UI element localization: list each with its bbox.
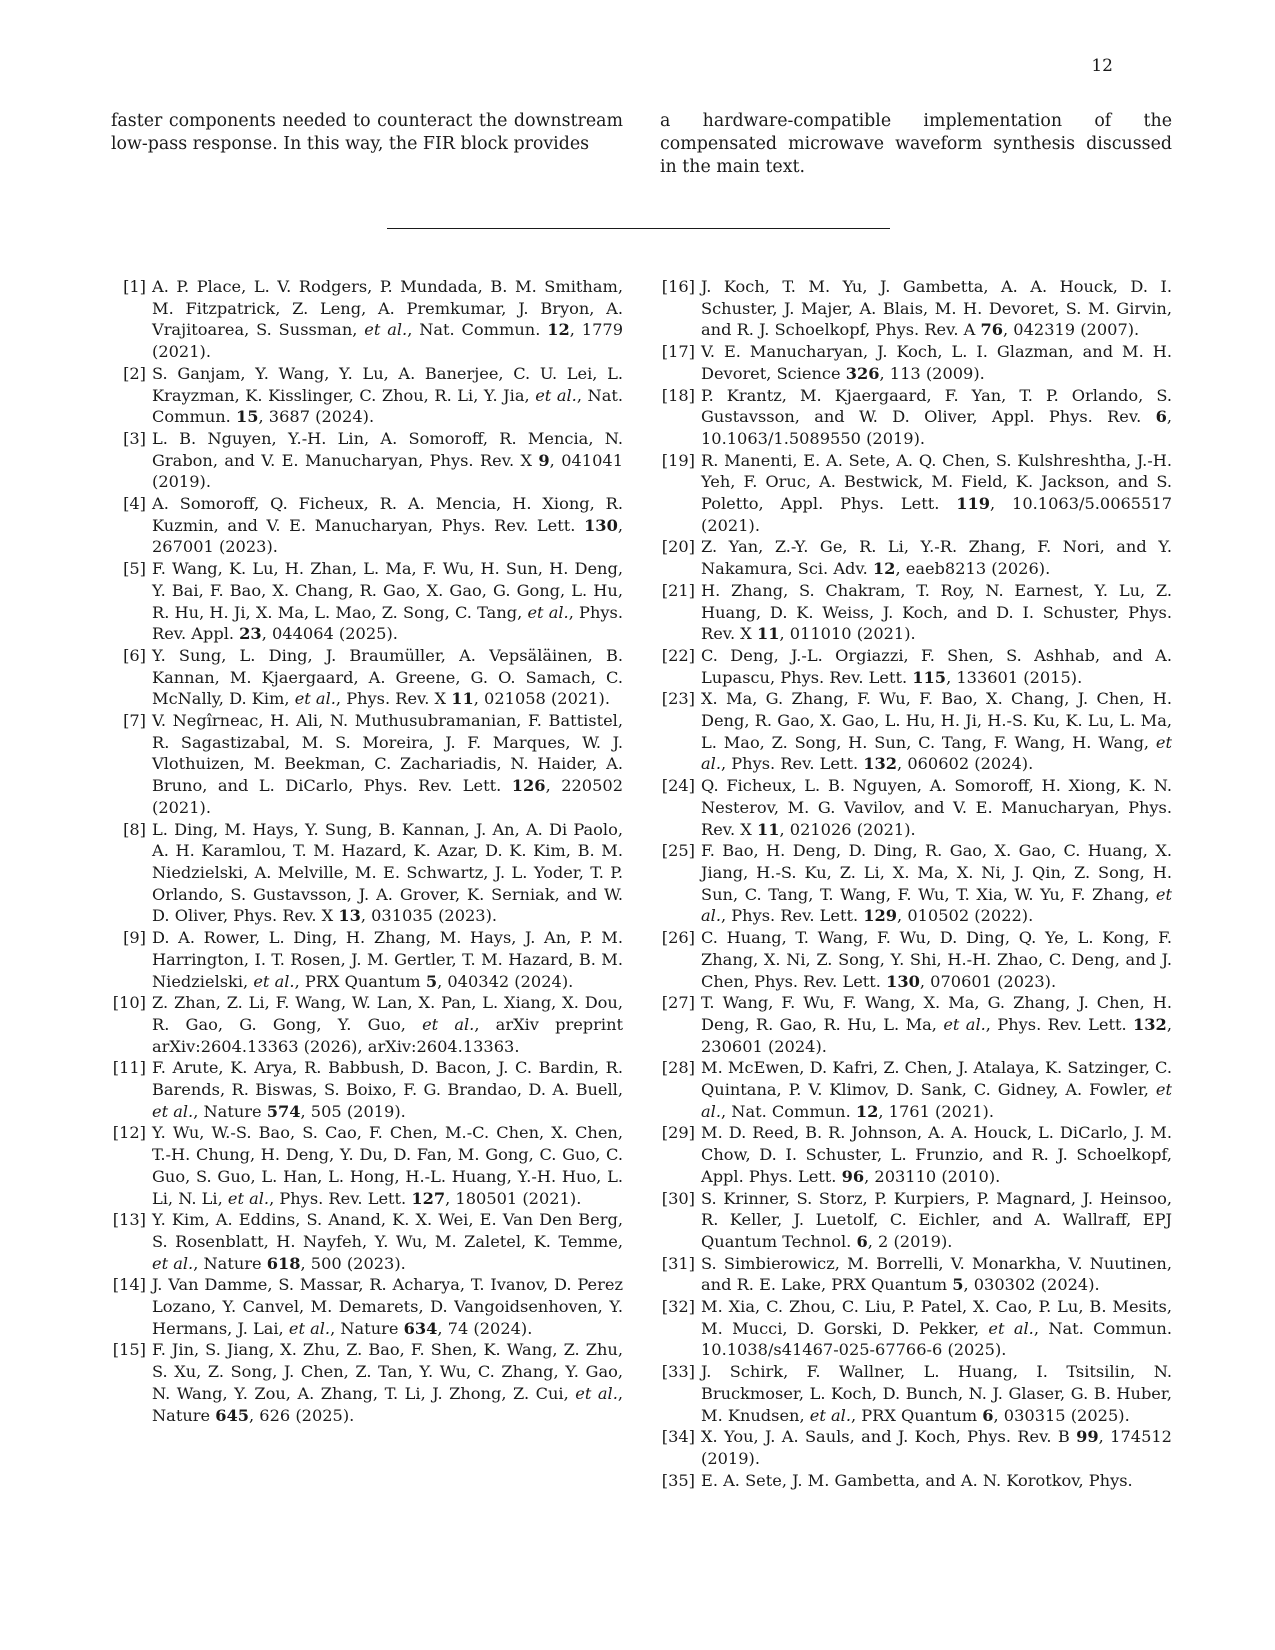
reference-segment: , 267001 (2023). — [152, 515, 623, 557]
reference-number: [35] — [661, 1470, 695, 1490]
reference-segment: Y. Sung, L. Ding, J. Braumüller, A. Vepsäläinen, B. Kannan, M. Kjaergaard, A. Greene, G. O. Samach, C. McNally, D. Kim, — [152, 645, 623, 709]
reference-item — [111, 710, 623, 819]
reference-segment: , 10.1063/1.5089550 (2019). — [701, 407, 1172, 448]
reference-segment: R. Manenti, E. A. Sete, A. Q. Chen, S. Kulshreshtha, J.-H. Yeh, F. Oruc, A. Bestwick, M. Field, K. Jackson, and S. Poletto, Appl. Phys. Lett. — [701, 450, 1172, 514]
reference-text — [701, 1362, 1172, 1424]
reference-volume: 76 — [980, 320, 1003, 340]
reference-volume: 12 — [855, 1101, 879, 1121]
reference-text — [152, 646, 623, 708]
reference-segment: F. Wang, K. Lu, H. Zhan, L. Ma, F. Wu, H. Sun, H. Deng, Y. Bai, F. Bao, X. Chang, R. Gao, X. Gao, G. Gong, L. Hu, R. Hu, H. Ji, X. Ma, L. Mao, Z. Song, C. Tang, — [152, 559, 623, 622]
reference-text — [701, 386, 1172, 448]
reference-segment: , Phys. Rev. Lett. — [720, 906, 864, 926]
reference-text — [701, 1297, 1172, 1359]
reference-volume: 574 — [266, 1101, 301, 1121]
reference-number: [23] — [661, 689, 695, 709]
reference-item — [111, 645, 623, 710]
reference-segment: J. Van Damme, S. Massar, R. Acharya, T. Ivanov, D. Perez Lozano, Y. Canvel, M. Demarets, D. Vangoidsenhoven, Y. Hermans, J. Lai, — [152, 1275, 623, 1338]
reference-item — [660, 341, 1172, 384]
reference-number: [8] — [123, 819, 146, 839]
reference-number: [21] — [661, 580, 695, 600]
reference-segment: , 1779 (2021). — [152, 320, 623, 362]
reference-number: [20] — [661, 537, 695, 557]
reference-et-al: et al. — [152, 1253, 194, 1273]
reference-item — [660, 1361, 1172, 1426]
reference-volume: 634 — [403, 1318, 438, 1338]
reference-segment: S. Ganjam, Y. Wang, Y. Lu, A. Banerjee, C. U. Lei, L. Krayzman, K. Kisslinger, C. Zhou, R. Li, Y. Jia, — [152, 363, 623, 405]
reference-volume: 115 — [912, 667, 947, 687]
reference-segment: , 030302 (2024). — [963, 1275, 1100, 1295]
reference-segment: L. B. Nguyen, Y.-H. Lin, A. Somoroff, R. Mencia, N. Grabon, and V. E. Manucharyan, Phys. Rev. X — [152, 428, 623, 470]
reference-segment: , 031035 (2023). — [360, 906, 498, 926]
reference-segment: , Phys. Rev. Lett. — [985, 1014, 1134, 1034]
reference-text — [701, 451, 1172, 535]
reference-et-al: et al. — [527, 602, 569, 622]
reference-number: [17] — [661, 342, 695, 362]
reference-text — [701, 928, 1172, 990]
reference-item — [111, 1339, 623, 1426]
reference-text — [152, 494, 623, 556]
reference-segment: M. McEwen, D. Kafri, Z. Chen, J. Atalaya, K. Satzinger, C. Quintana, P. V. Klimov, D. Sank, C. Gidney, A. Fowler, — [701, 1058, 1172, 1100]
reference-segment: , 040342 (2024). — [437, 971, 574, 991]
reference-segment: , Nature — [152, 1383, 623, 1425]
reference-et-al: et al. — [701, 884, 1172, 926]
reference-et-al: et al. — [701, 1080, 1172, 1121]
reference-text — [701, 841, 1172, 925]
reference-et-al: et al. — [364, 320, 408, 340]
reference-et-al: et al. — [422, 1014, 475, 1034]
reference-item — [660, 927, 1172, 992]
reference-segment: Q. Ficheux, L. B. Nguyen, A. Somoroff, H. Xiong, K. N. Nesterov, M. G. Vavilov, and V. E. Manucharyan, Phys. Rev. X — [701, 776, 1172, 839]
reference-number: [2] — [123, 363, 146, 383]
reference-segment: F. Jin, S. Jiang, X. Zhu, Z. Bao, F. Shen, K. Wang, Z. Zhu, S. Xu, Z. Song, J. Chen, Z. Tan, Y. Wu, C. Zhang, Y. Gao, N. Wang, Y. Zou, A. Zhang, T. Li, J. Zhong, Z. Cui, — [152, 1340, 623, 1403]
reference-item — [111, 1057, 623, 1122]
reference-text — [701, 1058, 1172, 1120]
reference-segment: , 626 (2025). — [249, 1405, 355, 1425]
reference-segment: , Phys. Rev. Lett. — [269, 1188, 412, 1208]
reference-item — [660, 450, 1172, 537]
reference-number: [28] — [661, 1058, 695, 1078]
reference-number: [4] — [123, 494, 146, 514]
reference-number: [6] — [123, 645, 146, 665]
reference-segment: Y. Kim, A. Eddins, S. Anand, K. X. Wei, E. Van Den Berg, S. Rosenblatt, H. Nayfeh, Y. Wu, M. Zaletel, K. Temme, — [152, 1210, 623, 1251]
reference-text — [701, 689, 1172, 773]
section-divider — [387, 228, 890, 229]
reference-volume: 15 — [235, 407, 259, 427]
reference-segment: T. Wang, F. Wu, F. Wang, X. Ma, G. Zhang, J. Chen, H. Deng, R. Gao, R. Hu, L. Ma, — [701, 993, 1172, 1034]
reference-segment: , 011010 (2021). — [779, 624, 916, 644]
reference-segment: L. Ding, M. Hays, Y. Sung, B. Kannan, J. An, A. Di Paolo, A. H. Karamlou, T. M. Hazard, K. Azar, D. K. Kim, B. M. Niedzielski, A. Melville, M. E. Schwartz, J. L. Yoder, T. P. Orlando, S. Gustavsson, J. A. Grover, K. Serniak, and W. D. Oliver, Phys. Rev. X — [152, 819, 623, 926]
reference-number: [15] — [112, 1340, 146, 1360]
reference-item — [660, 385, 1172, 450]
reference-number: [22] — [661, 645, 695, 665]
reference-segment: M. D. Reed, B. R. Johnson, A. A. Houck, L. DiCarlo, J. M. Chow, D. I. Schuster, L. Frunzio, and R. J. Schoelkopf, Appl. Phys. Lett. — [701, 1123, 1172, 1186]
reference-item — [111, 428, 623, 493]
reference-segment: M. Xia, C. Zhou, C. Liu, P. Patel, X. Cao, P. Lu, B. Mesits, M. Mucci, D. Gorski, D. Pekker, — [701, 1297, 1172, 1338]
reference-volume: 96 — [841, 1166, 865, 1186]
reference-segment: V. Negîrneac, H. Ali, N. Muthusubramanian, F. Battistel, R. Sagastizabal, M. S. Moreira, J. F. Marques, W. J. Vlothuizen, M. Beekman, C. Zachariadis, N. Haider, A. Bruno, and L. DiCarlo, Phys. Rev. Lett. — [152, 711, 623, 796]
reference-item — [660, 1057, 1172, 1122]
reference-text — [152, 364, 623, 426]
reference-item — [111, 1209, 623, 1274]
reference-item — [660, 1122, 1172, 1187]
reference-volume: 129 — [863, 906, 898, 926]
reference-segment: , 113 (2009). — [879, 363, 985, 383]
reference-number: [11] — [112, 1058, 146, 1078]
reference-item — [660, 580, 1172, 645]
reference-item — [660, 1470, 1172, 1492]
reference-segment: X. You, J. A. Sauls, and J. Koch, Phys. Rev. B — [701, 1427, 1077, 1447]
reference-segment: H. Zhang, S. Chakram, T. Roy, N. Earnest, Y. Lu, Z. Huang, D. K. Weiss, J. Koch, and D. I. Schuster, Phys. Rev. X — [701, 580, 1172, 644]
reference-segment: D. A. Rower, L. Ding, H. Zhang, M. Hays, J. An, P. M. Harrington, I. T. Rosen, J. M. Gertler, T. M. Hazard, B. M. Niedzielski, — [152, 928, 623, 991]
reference-et-al: et al. — [535, 385, 577, 405]
reference-volume: 11 — [756, 819, 780, 839]
reference-text — [701, 342, 1172, 383]
reference-volume: 12 — [872, 559, 896, 579]
reference-et-al: et al. — [227, 1188, 270, 1208]
reference-segment: , 230601 (2024). — [701, 1014, 1172, 1056]
reference-item — [660, 1426, 1172, 1469]
reference-item — [111, 992, 623, 1057]
reference-number: [27] — [661, 993, 695, 1013]
reference-number: [33] — [661, 1362, 695, 1382]
reference-number: [19] — [661, 450, 695, 470]
reference-segment: , 180501 (2021). — [445, 1188, 582, 1208]
reference-item — [660, 688, 1172, 775]
reference-segment: , arXiv preprint arXiv:2604.13363 (2026), arXiv:2604.13363. — [152, 1014, 624, 1056]
reference-item — [111, 927, 623, 992]
reference-number: [18] — [661, 385, 695, 405]
reference-segment: , 10.1063/5.0065517 (2021). — [701, 494, 1172, 535]
reference-segment: , Nat. Commun. 10.1038/s41467-025-67766-6 (2025). — [701, 1318, 1172, 1360]
reference-volume: 11 — [451, 689, 474, 709]
reference-segment: J. Koch, T. M. Yu, J. Gambetta, A. A. Houck, D. I. Schuster, J. Majer, A. Blais, M. H. Devoret, S. M. Girvin, and R. J. Schoelkopf, Phys. Rev. A — [701, 277, 1172, 340]
reference-text — [152, 1058, 623, 1120]
reference-volume: 13 — [338, 906, 361, 926]
reference-volume: 11 — [756, 624, 780, 644]
reference-number: [3] — [123, 428, 146, 448]
reference-segment: , 500 (2023). — [300, 1253, 406, 1273]
reference-et-al: et al. — [152, 1101, 194, 1121]
reference-segment: F. Bao, H. Deng, D. Ding, R. Gao, X. Gao, C. Huang, X. Jiang, H.-S. Ku, Z. Li, X. Ma, X. Ni, J. Qin, Z. Song, H. Sun, C. Tang, T. Wang, F. Wu, T. Xia, W. Yu, F. Zhang, — [701, 841, 1172, 904]
reference-volume: 9 — [538, 450, 550, 470]
reference-number: [29] — [661, 1123, 695, 1143]
reference-volume: 132 — [1133, 1014, 1167, 1034]
reference-text — [701, 776, 1172, 838]
reference-number: [1] — [123, 277, 146, 296]
reference-item — [111, 276, 623, 363]
reference-et-al: et al. — [253, 971, 295, 991]
reference-segment: , 505 (2019). — [300, 1101, 406, 1121]
reference-segment: C. Huang, T. Wang, F. Wu, D. Ding, Q. Ye, L. Kong, F. Zhang, X. Ni, Z. Song, Y. Shi, H.-H. Zhao, C. Deng, and J. Chen, Phys. Rev. Lett. — [701, 928, 1172, 991]
reference-item — [111, 558, 623, 645]
reference-segment: , Nat. Commun. — [720, 1101, 856, 1121]
reference-item — [111, 1122, 623, 1209]
reference-item — [660, 1188, 1172, 1253]
references-column-right — [660, 276, 1172, 1491]
reference-volume: 127 — [411, 1188, 446, 1208]
reference-text — [701, 1189, 1172, 1251]
reference-et-al: et al. — [943, 1014, 986, 1034]
reference-segment: , Phys. Rev. Appl. — [152, 602, 623, 644]
reference-text — [701, 1254, 1172, 1295]
reference-segment: , Phys. Rev. Lett. — [720, 754, 864, 774]
reference-et-al: et al. — [809, 1405, 851, 1425]
reference-segment: , Nature — [193, 1253, 267, 1273]
reference-segment: , eaeb8213 (2026). — [895, 559, 1051, 579]
reference-text — [701, 537, 1172, 578]
reference-segment: V. E. Manucharyan, J. Koch, L. I. Glazman, and M. H. Devoret, Science — [701, 342, 1172, 383]
reference-segment: , 133601 (2015). — [946, 667, 1083, 687]
reference-text — [152, 711, 623, 817]
reference-text — [701, 1123, 1172, 1185]
reference-segment: , 74 (2024). — [437, 1318, 533, 1338]
intro-paragraph-left: faster components needed to counteract the downstream low-pass response. In this way, the FIR block provides — [111, 111, 623, 154]
reference-segment: , 021058 (2021). — [473, 689, 610, 709]
reference-text — [152, 1340, 623, 1424]
reference-item — [660, 276, 1172, 341]
reference-volume: 23 — [239, 624, 262, 644]
reference-text — [701, 277, 1172, 339]
reference-segment: Z. Yan, Z.-Y. Ge, R. Li, Y.-R. Zhang, F. Nori, and Y. Nakamura, Sci. Adv. — [701, 537, 1172, 579]
reference-segment: , 060602 (2024). — [897, 754, 1034, 774]
reference-segment: P. Krantz, M. Kjaergaard, F. Yan, T. P. Orlando, S. Gustavsson, and W. D. Oliver, Appl. Phys. Rev. — [701, 385, 1172, 427]
reference-segment: , 021026 (2021). — [779, 819, 916, 839]
reference-et-al: et al. — [288, 1318, 331, 1338]
reference-segment: , PRX Quantum — [851, 1405, 983, 1425]
reference-et-al: et al. — [988, 1318, 1034, 1338]
reference-number: [24] — [661, 776, 695, 796]
reference-volume: 130 — [584, 515, 618, 535]
reference-number: [9] — [123, 928, 146, 948]
reference-segment: , PRX Quantum — [294, 971, 426, 991]
reference-number: [10] — [112, 993, 146, 1013]
reference-et-al: et al. — [701, 732, 1172, 774]
reference-text — [152, 820, 623, 926]
reference-text — [701, 993, 1172, 1055]
reference-segment: , 010502 (2022). — [897, 906, 1034, 926]
reference-segment: F. Arute, K. Arya, R. Babbush, D. Bacon, J. C. Bardin, R. Barends, R. Biswas, S. Boixo, F. G. Brandao, D. A. Buell, — [152, 1058, 623, 1100]
reference-text — [152, 1275, 623, 1337]
reference-number: [16] — [661, 277, 695, 296]
reference-volume: 618 — [266, 1253, 301, 1273]
reference-volume: 132 — [863, 754, 898, 774]
reference-segment: X. Ma, G. Zhang, F. Wu, F. Bao, X. Chang, J. Chen, H. Deng, R. Gao, X. Gao, L. Hu, H. Ji, H.-S. Ku, K. Lu, L. Ma, L. Mao, Z. Song, H. Sun, C. Tang, F. Wang, H. Wang, — [701, 689, 1172, 752]
reference-segment: , 041041 (2019). — [152, 450, 623, 492]
reference-segment: , Nat. Commun. — [407, 320, 548, 340]
reference-text — [152, 993, 623, 1055]
reference-et-al: et al. — [575, 1383, 618, 1403]
reference-item — [111, 819, 623, 928]
reference-number: [31] — [661, 1253, 695, 1273]
reference-number: [32] — [661, 1297, 695, 1317]
reference-segment: , 220502 (2021). — [152, 776, 624, 817]
reference-segment: , 174512 (2019). — [701, 1427, 1172, 1468]
reference-text — [152, 1123, 623, 1207]
reference-text — [701, 1427, 1172, 1468]
reference-number: [25] — [661, 841, 695, 861]
reference-volume: 130 — [886, 971, 920, 991]
reference-item — [660, 1296, 1172, 1361]
reference-segment: , 1761 (2021). — [878, 1101, 994, 1121]
reference-volume: 5 — [952, 1275, 964, 1295]
reference-segment: S. Krinner, S. Storz, P. Kurpiers, P. Magnard, J. Heinsoo, R. Keller, J. Luetolf, C. Eichler, and A. Wallraff, EPJ Quantum Technol. — [701, 1188, 1172, 1251]
reference-segment: A. Somoroff, Q. Ficheux, R. A. Mencia, H. Xiong, R. Kuzmin, and V. E. Manucharyan, Phys. Rev. Lett. — [152, 494, 623, 535]
reference-segment: , 042319 (2007). — [1003, 320, 1140, 340]
reference-number: [5] — [123, 559, 146, 579]
reference-segment: , 030315 (2025). — [993, 1405, 1130, 1425]
reference-volume: 119 — [956, 494, 991, 514]
reference-text — [701, 581, 1172, 643]
references-column-left — [111, 276, 623, 1426]
reference-text — [152, 429, 623, 491]
reference-item — [660, 645, 1172, 688]
reference-segment: , 203110 (2010). — [864, 1166, 1001, 1186]
reference-segment: , 044064 (2025). — [261, 624, 398, 644]
reference-segment: E. A. Sete, J. M. Gambetta, and A. N. Korotkov, Phys. — [701, 1470, 1133, 1490]
reference-item — [111, 1274, 623, 1339]
reference-volume: 6 — [1155, 407, 1167, 427]
reference-text — [152, 277, 623, 361]
reference-et-al: et al. — [294, 689, 336, 709]
reference-number: [12] — [112, 1123, 146, 1143]
reference-text — [152, 928, 623, 990]
reference-volume: 6 — [982, 1405, 994, 1425]
reference-segment: C. Deng, J.-L. Orgiazzi, F. Shen, S. Ashhab, and A. Lupascu, Phys. Rev. Lett. — [701, 645, 1172, 687]
reference-item — [660, 536, 1172, 579]
reference-segment: , Nat. Commun. — [152, 385, 623, 427]
reference-segment: A. P. Place, L. V. Rodgers, P. Mundada, B. M. Smitham, M. Fitzpatrick, Z. Leng, A. Premkumar, J. Bryon, A. Vrajitoarea, S. Sussman, — [152, 277, 623, 340]
reference-segment: , Nature — [330, 1318, 404, 1338]
reference-volume: 645 — [215, 1405, 250, 1425]
reference-number: [7] — [123, 711, 146, 731]
reference-text — [152, 559, 623, 643]
reference-volume: 126 — [511, 776, 546, 796]
reference-segment: , Phys. Rev. X — [335, 689, 452, 709]
reference-number: [26] — [661, 928, 695, 948]
reference-number: [34] — [661, 1427, 695, 1447]
reference-number: [30] — [661, 1188, 695, 1208]
reference-item — [660, 775, 1172, 840]
reference-volume: 5 — [425, 971, 438, 991]
reference-volume: 326 — [845, 363, 880, 383]
reference-volume: 12 — [547, 320, 570, 340]
reference-text — [701, 646, 1172, 687]
reference-segment: , 2 (2019). — [867, 1231, 953, 1251]
reference-segment: Y. Wu, W.-S. Bao, S. Cao, F. Chen, M.-C. Chen, X. Chen, T.-H. Chung, H. Deng, Y. Du, D. Fan, M. Gong, C. Guo, C. Guo, S. Guo, L. Han, L. Hong, H.-L. Huang, Y.-H. Huo, L. Li, N. Li, — [152, 1123, 623, 1208]
reference-segment: S. Simbierowicz, M. Borrelli, V. Monarkha, V. Nuutinen, and R. E. Lake, PRX Quantum — [701, 1253, 1172, 1295]
reference-item — [660, 1253, 1172, 1296]
page-number: 12 — [1091, 56, 1113, 76]
reference-text — [701, 1471, 1133, 1490]
reference-segment: J. Schirk, F. Wallner, L. Huang, I. Tsitsilin, N. Bruckmoser, L. Koch, D. Bunch, N. J. Glaser, G. B. Huber, M. Knudsen, — [701, 1362, 1172, 1425]
reference-item — [660, 992, 1172, 1057]
reference-number: [14] — [112, 1275, 146, 1295]
reference-segment: , 070601 (2023). — [919, 971, 1057, 991]
reference-volume: 6 — [856, 1231, 868, 1251]
reference-text — [152, 1210, 623, 1272]
reference-item — [111, 493, 623, 558]
reference-segment: , Nature — [193, 1101, 267, 1121]
reference-volume: 99 — [1076, 1427, 1099, 1447]
intro-paragraph-right: a hardware-compatible implementation of the compensated microwave waveform synthesis discussed in the main text. — [660, 111, 1172, 177]
reference-item — [660, 840, 1172, 927]
reference-item — [111, 363, 623, 428]
reference-number: [13] — [112, 1210, 146, 1230]
reference-segment: , 3687 (2024). — [258, 407, 375, 427]
reference-segment: Z. Zhan, Z. Li, F. Wang, W. Lan, X. Pan, L. Xiang, X. Dou, R. Gao, G. Gong, Y. Guo, — [152, 993, 623, 1034]
